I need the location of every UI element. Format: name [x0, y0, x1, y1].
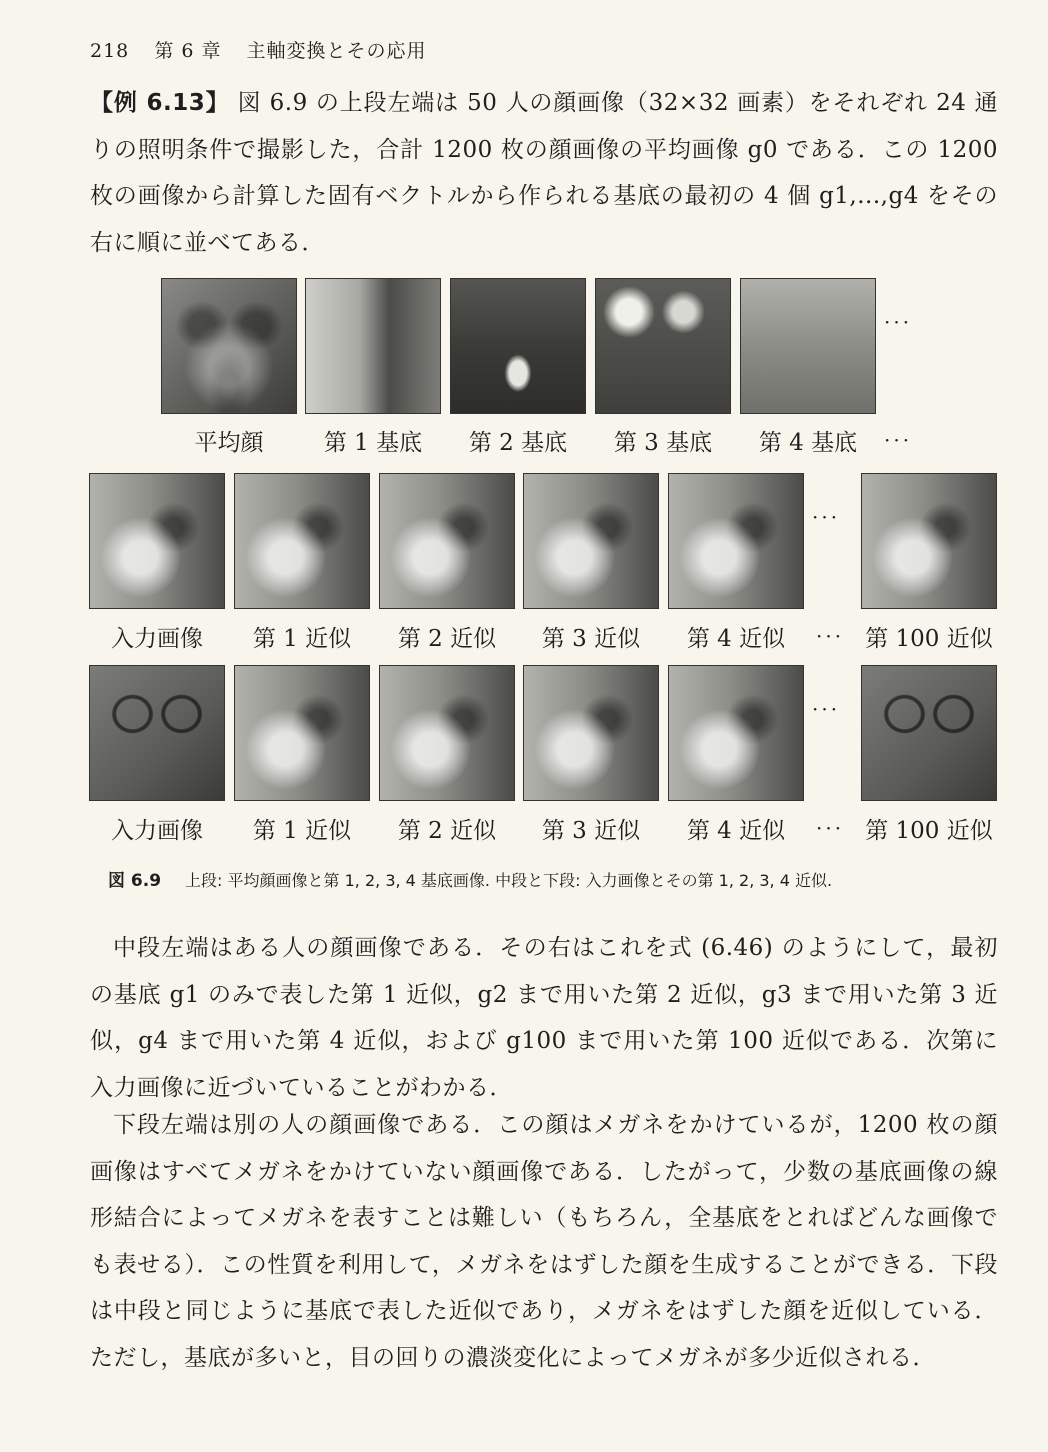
approx-2-image	[379, 665, 515, 801]
page-number: 218	[90, 40, 130, 62]
chapter-title: 主軸変換とその応用	[246, 40, 427, 62]
input-image	[89, 473, 225, 609]
caption-approx-3: 第 3 近似	[541, 626, 641, 652]
caption-basis-3: 第 3 基底	[613, 430, 713, 456]
example-paragraph	[90, 80, 998, 266]
ellipsis: ···	[812, 505, 841, 529]
approx-1-image	[234, 665, 370, 801]
chapter-number: 第 6 章	[154, 40, 222, 62]
figure-caption	[108, 866, 832, 891]
approx-1-image	[234, 473, 370, 609]
ellipsis: ···	[884, 428, 913, 452]
body-paragraph-1: 中段左端はある人の顔画像である．その右はこれを式 (6.46) のようにして，最初の基底 g1 のみで表した第 1 近似，g2 まで用いた第 2 近似，g3 まで用いた第 3 近似，g4 まで用いた第 4 近似，および g100 まで用いた第 100 近似である．次第に入力画像に近づいていることがわかる．	[90, 935, 998, 1101]
caption-approx-2: 第 2 近似	[397, 626, 497, 652]
approx-100-image	[861, 665, 997, 801]
approx-4-image	[668, 473, 804, 609]
ellipsis: ···	[884, 310, 913, 334]
figure-caption-text: 上段: 平均顔画像と第 1, 2, 3, 4 基底画像. 中段と下段: 入力画像とその第 1, 2, 3, 4 近似.	[185, 871, 833, 890]
example-text: 図 6.9 の上段左端は 50 人の顔画像（32×32 画素）をそれぞれ 24 通りの照明条件で撮影した，合計 1200 枚の顔画像の平均画像 g0 である．この 1200 枚の画像から計算した固有ベクトルから作られる基底の最初の 4 個 g1,...,g4 をその右に順に並べてある．	[90, 90, 998, 256]
input-glasses-image	[89, 665, 225, 801]
caption-basis-4: 第 4 基底	[758, 430, 858, 456]
approx-3-image	[523, 665, 659, 801]
basis-1-image	[305, 278, 441, 414]
basis-3-image	[595, 278, 731, 414]
ellipsis: ···	[816, 624, 845, 648]
basis-2-image	[450, 278, 586, 414]
caption-input: 入力画像	[111, 818, 203, 844]
figure-number: 図 6.9	[108, 871, 162, 891]
caption-approx-4: 第 4 近似	[686, 818, 786, 844]
basis-4-image	[740, 278, 876, 414]
ellipsis: ···	[816, 816, 845, 840]
ellipsis: ···	[812, 697, 841, 721]
approx-4-image	[668, 665, 804, 801]
running-head	[90, 36, 445, 63]
caption-mean-face: 平均顔	[194, 430, 264, 456]
body-paragraph-2: 下段左端は別の人の顔画像である．この顔はメガネをかけているが，1200 枚の顔画像はすべてメガネをかけていない顔画像である．したがって，少数の基底画像の線形結合によってメガネを表すことは難しい（もちろん，全基底をとればどんな画像でも表せる）．この性質を利用して，メガネをはずした顔を生成することができる．下段は中段と同じように基底で表した近似であり，メガネをはずした顔を近似している．ただし，基底が多いと，目の回りの濃淡変化によってメガネが多少近似される．	[90, 1112, 998, 1371]
caption-input: 入力画像	[111, 626, 203, 652]
caption-approx-100: 第 100 近似	[865, 626, 993, 652]
caption-approx-1: 第 1 近似	[252, 626, 352, 652]
example-label: 【例 6.13】	[90, 90, 230, 116]
approx-2-image	[379, 473, 515, 609]
approx-3-image	[523, 473, 659, 609]
caption-approx-1: 第 1 近似	[252, 818, 352, 844]
caption-approx-2: 第 2 近似	[397, 818, 497, 844]
caption-approx-4: 第 4 近似	[686, 626, 786, 652]
caption-approx-3: 第 3 近似	[541, 818, 641, 844]
caption-basis-1: 第 1 基底	[323, 430, 423, 456]
approx-100-image	[861, 473, 997, 609]
mean-face-image	[161, 278, 297, 414]
caption-basis-2: 第 2 基底	[468, 430, 568, 456]
caption-approx-100: 第 100 近似	[865, 818, 993, 844]
